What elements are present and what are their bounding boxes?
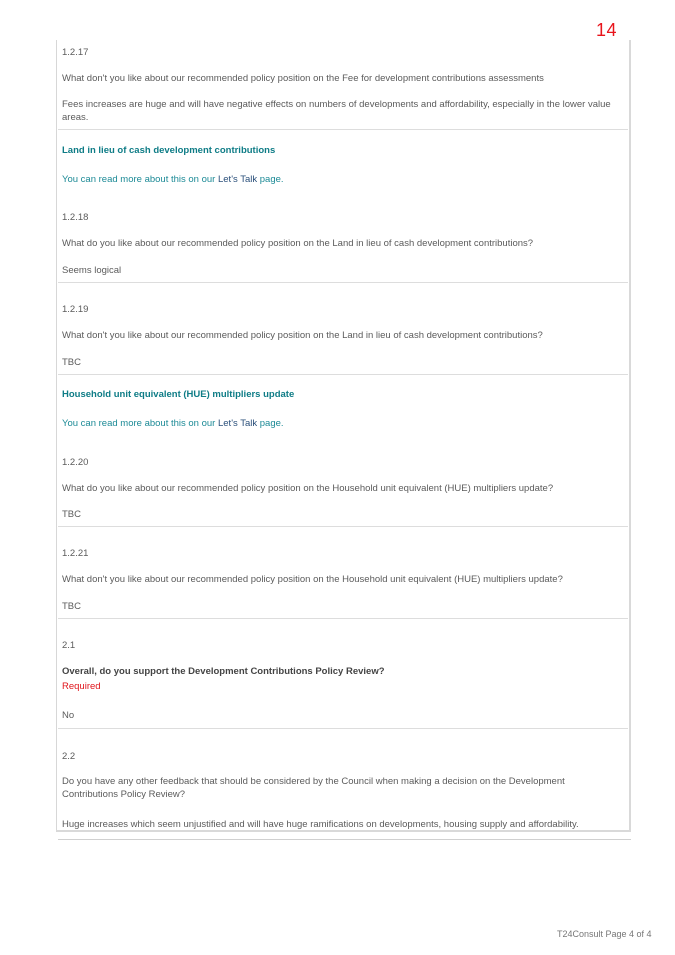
divider <box>58 618 628 619</box>
read-more-land <box>62 173 284 186</box>
read-more-suffix: page. <box>257 174 284 185</box>
divider <box>58 526 628 527</box>
page-footer: T24Consult Page 4 of 4 <box>557 929 652 939</box>
lets-talk-link[interactable]: Let's Talk <box>217 174 258 185</box>
read-more-prefix: You can read more about this on our <box>62 418 218 429</box>
question-number-2-1: 2.1 <box>62 640 76 651</box>
lets-talk-link[interactable]: Let's Talk <box>217 418 258 429</box>
divider <box>58 728 628 729</box>
question-text-1-2-17: What don't you like about our recommended policy position on the Fee for development contributions assessments <box>62 73 544 84</box>
section-header-hue: Household unit equivalent (HUE) multipliers update <box>62 389 295 400</box>
answer-text-1-2-18: Seems logical <box>62 265 122 276</box>
question-number-2-2: 2.2 <box>62 751 76 762</box>
required-label: Required <box>62 681 101 692</box>
read-more-suffix: page. <box>257 418 284 429</box>
divider <box>58 282 628 283</box>
question-text-2-1: Overall, do you support the Development Contributions Policy Review? <box>62 666 385 677</box>
question-text-1-2-21: What don't you like about our recommended policy position on the Household unit equivalent (HUE) multipliers update? <box>62 574 563 585</box>
question-number-1-2-19: 1.2.19 <box>62 304 89 315</box>
read-more-hue <box>62 417 284 430</box>
answer-text-1-2-19: TBC <box>62 357 81 368</box>
page-number: 14 <box>596 20 618 40</box>
question-number-1-2-20: 1.2.20 <box>62 457 89 468</box>
question-text-1-2-20: What do you like about our recommended policy position on the Household unit equivalent (HUE) multipliers update? <box>62 483 554 494</box>
divider <box>58 129 628 130</box>
answer-text-1-2-17: Fees increases are huge and will have negative effects on numbers of developments and affordability, especially in the lower value areas. <box>62 99 611 123</box>
answer-text-1-2-20: TBC <box>62 509 81 520</box>
response-panel <box>56 40 631 832</box>
question-text-1-2-19: What don't you like about our recommended policy position on the Land in lieu of cash development contributions? <box>62 330 543 341</box>
divider <box>58 374 628 375</box>
question-number-1-2-18: 1.2.18 <box>62 212 89 223</box>
section-header-land: Land in lieu of cash development contributions <box>62 145 276 156</box>
question-number-1-2-21: 1.2.21 <box>62 548 89 559</box>
answer-text-2-2: Huge increases which seem unjustified and will have huge ramifications on developments, housing supply and affordability. <box>62 819 579 830</box>
question-text-2-2: Do you have any other feedback that should be considered by the Council when making a decision on the Development Contributions Policy Review? <box>62 776 565 800</box>
read-more-prefix: You can read more about this on our <box>62 174 218 185</box>
panel-shadow-divider <box>58 839 631 840</box>
question-text-1-2-18: What do you like about our recommended policy position on the Land in lieu of cash development contributions? <box>62 238 534 249</box>
question-number-1-2-17: 1.2.17 <box>62 47 89 58</box>
answer-text-1-2-21: TBC <box>62 601 81 612</box>
answer-text-2-1: No <box>62 710 75 721</box>
